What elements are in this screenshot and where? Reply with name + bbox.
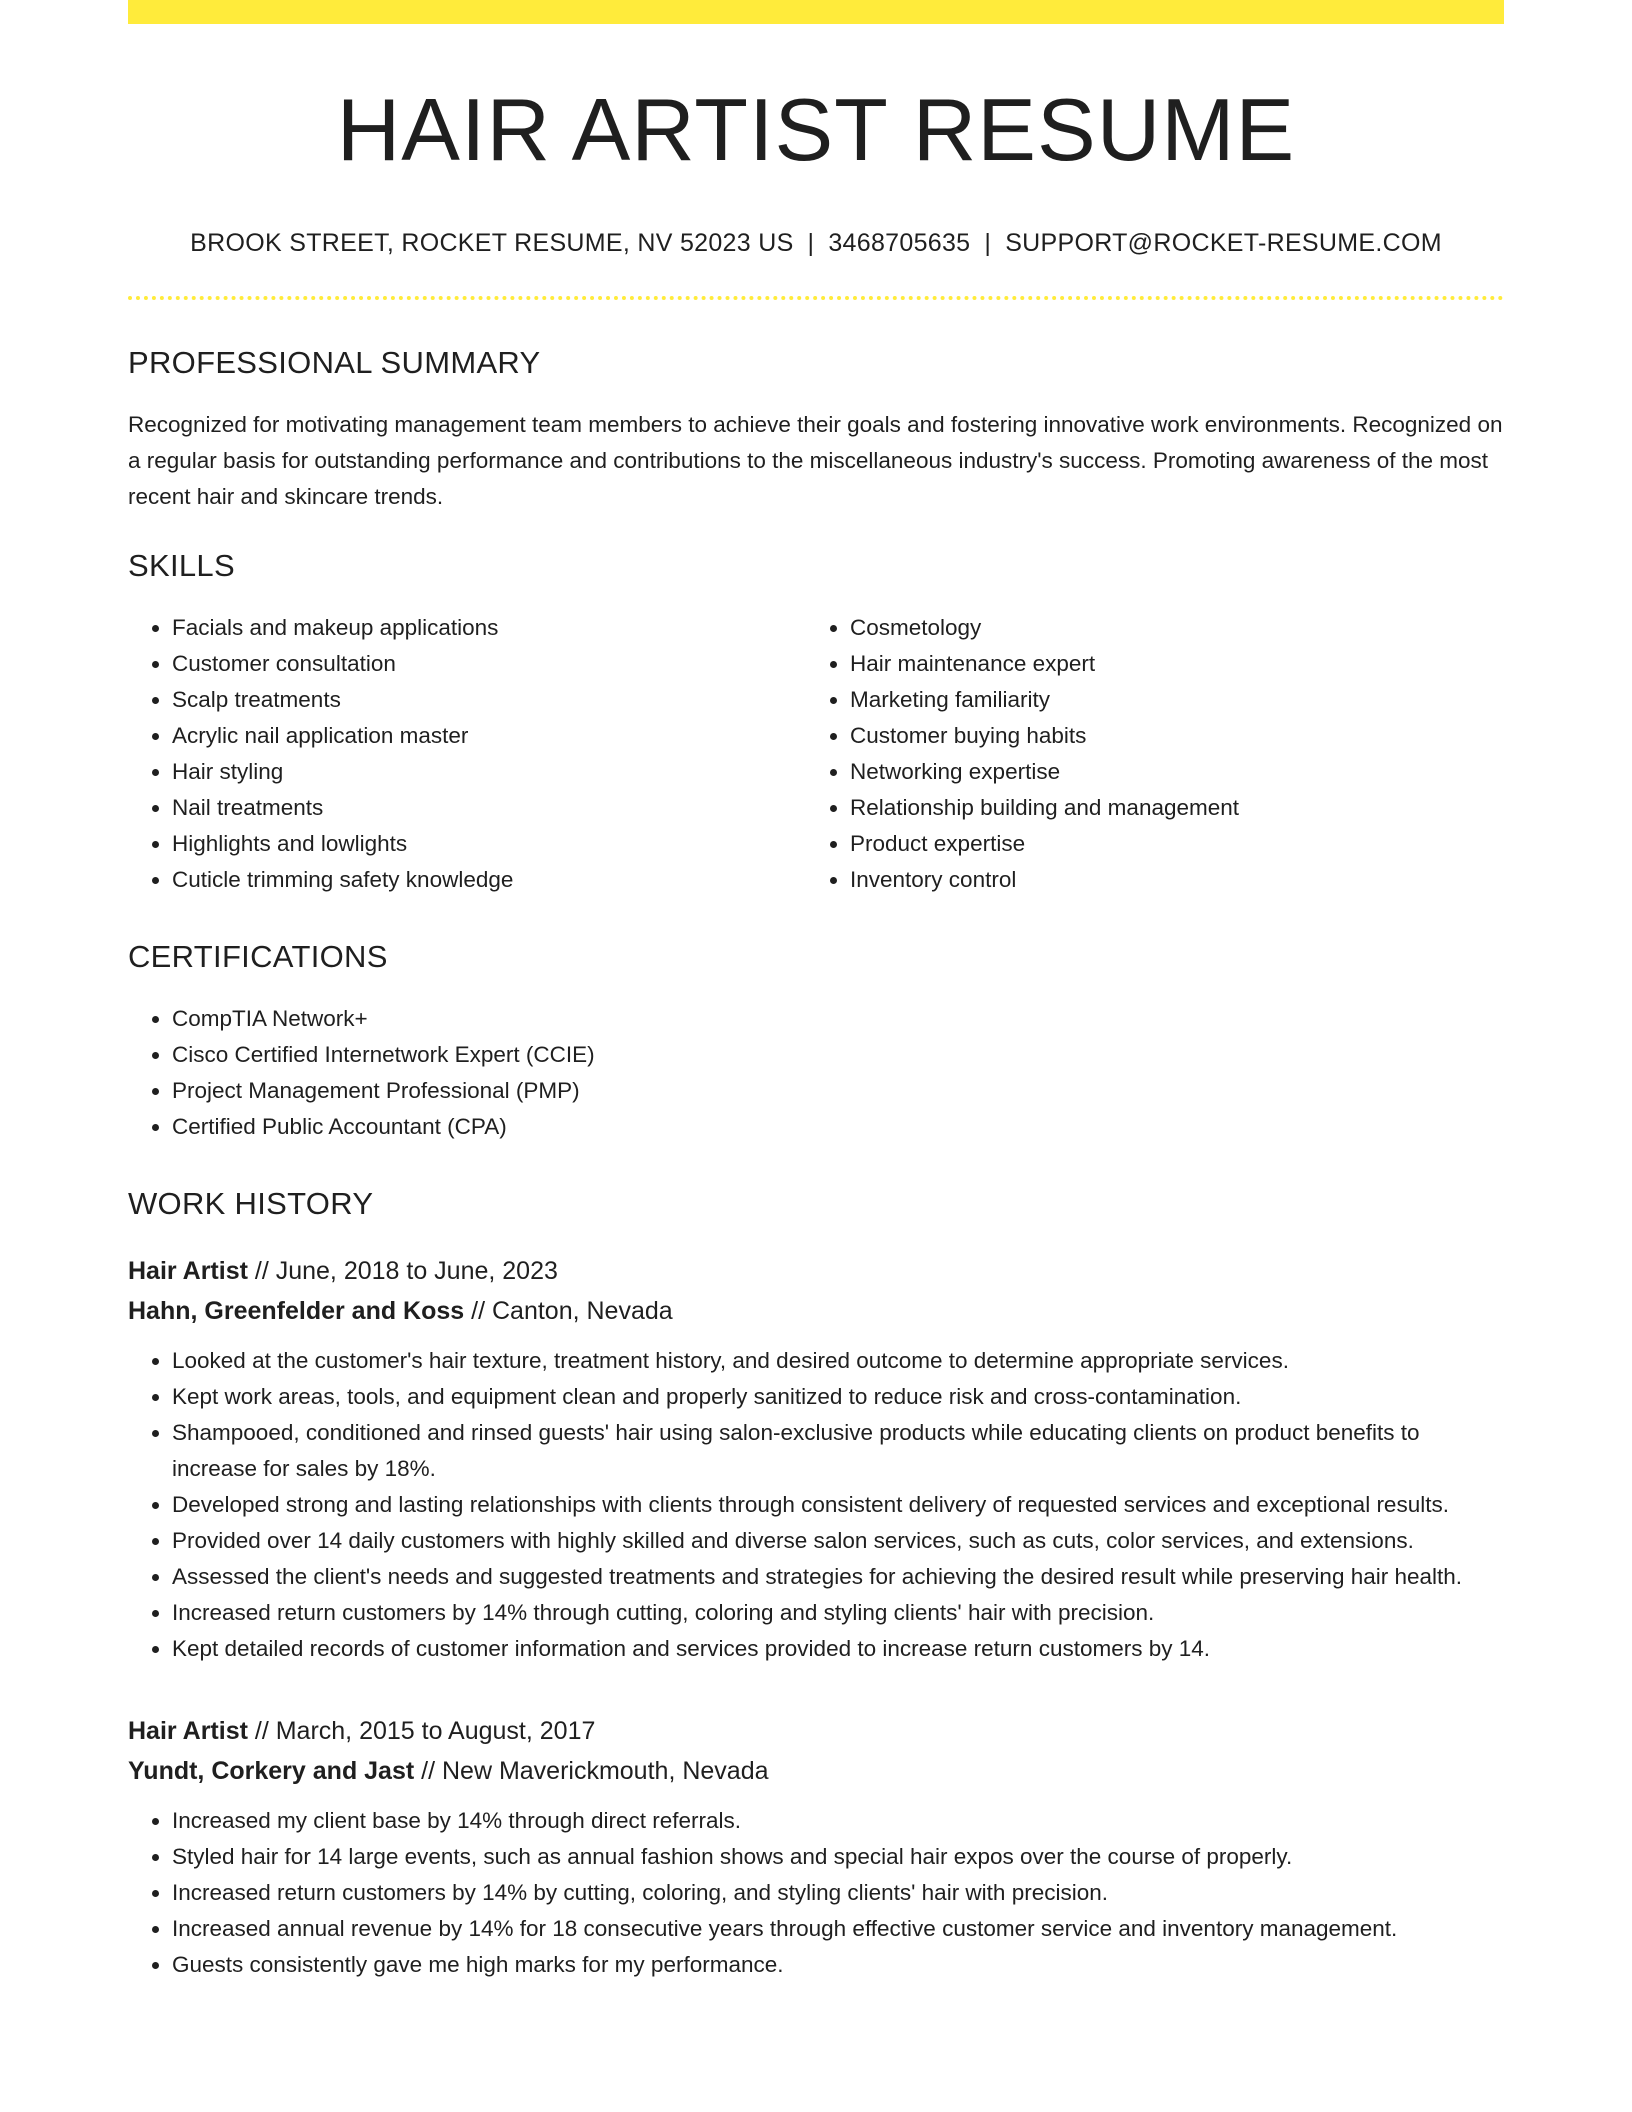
- list-item: • Styled hair for 14 large events, such as annual fashion shows and special hair expos over the course of properly.: [172, 1839, 1504, 1875]
- contact-email: SUPPORT@ROCKET-RESUME.COM: [1005, 228, 1442, 257]
- list-item: • Developed strong and lasting relationships with clients through consistent delivery of requested services and exceptional results.: [172, 1487, 1504, 1523]
- list-item: • Assessed the client's needs and suggested treatments and strategies for achieving the desired result while preserving hair health.: [172, 1559, 1504, 1595]
- list-item: • Kept work areas, tools, and equipment clean and properly sanitized to reduce risk and cross-contamination.: [172, 1379, 1504, 1415]
- job-bullets: [128, 1803, 1504, 1983]
- job-company-line: [128, 1751, 1504, 1791]
- list-item: • Facials and makeup applications: [172, 610, 806, 646]
- list-item: • Increased my client base by 14% through direct referrals.: [172, 1803, 1504, 1839]
- list-item: • Guests consistently gave me high marks for my performance.: [172, 1947, 1504, 1983]
- list-item: • Relationship building and management: [850, 790, 1500, 826]
- job-company: Yundt, Corkery and Jast: [128, 1756, 415, 1785]
- contact-phone: 3468705635: [828, 228, 971, 257]
- list-item: • Looked at the customer's hair texture, treatment history, and desired outcome to determine appropriate services.: [172, 1343, 1504, 1379]
- job-dates: // June, 2018 to June, 2023: [247, 1256, 558, 1285]
- job-location: // Canton, Nevada: [464, 1296, 673, 1325]
- contact-separator: |: [984, 228, 992, 257]
- skills-heading: SKILLS: [128, 547, 235, 583]
- list-item: • Inventory control: [850, 862, 1500, 898]
- job-role-line: [128, 1711, 1504, 1751]
- list-item: • Increased return customers by 14% through cutting, coloring and styling clients' hair with precision.: [172, 1595, 1504, 1631]
- list-item: • Customer buying habits: [850, 718, 1500, 754]
- list-item: • CompTIA Network+: [172, 1001, 1504, 1037]
- list-item: • Scalp treatments: [172, 682, 806, 718]
- list-item: • Cuticle trimming safety knowledge: [172, 862, 806, 898]
- list-item: • Increased return customers by 14% by cutting, coloring, and styling clients' hair with precision.: [172, 1875, 1504, 1911]
- list-item: • Highlights and lowlights: [172, 826, 806, 862]
- job-location: // New Maverickmouth, Nevada: [414, 1756, 769, 1785]
- job-entry: [128, 1711, 1504, 1983]
- list-item: • Networking expertise: [850, 754, 1500, 790]
- skills-list-right: [806, 610, 1500, 898]
- contact-separator: |: [807, 228, 815, 257]
- skills-columns: [128, 610, 1504, 898]
- list-item: • Kept detailed records of customer information and services provided to increase return customers by 14.: [172, 1631, 1504, 1667]
- list-item: • Product expertise: [850, 826, 1500, 862]
- list-item: • Customer consultation: [172, 646, 806, 682]
- list-item: • Provided over 14 daily customers with highly skilled and diverse salon services, such as cuts, color services, and extensions.: [172, 1523, 1504, 1559]
- job-company: Hahn, Greenfelder and Koss: [128, 1296, 465, 1325]
- list-item: • Hair styling: [172, 754, 806, 790]
- list-item: • Shampooed, conditioned and rinsed guests' hair using salon-exclusive products while educating clients on product benefits to increase for sales by 18%.: [172, 1415, 1504, 1487]
- job-role-line: [128, 1251, 1504, 1291]
- job-entry: [128, 1251, 1504, 1667]
- list-item: • Certified Public Accountant (CPA): [172, 1109, 1504, 1145]
- job-role: Hair Artist: [128, 1716, 248, 1745]
- list-item: • Acrylic nail application master: [172, 718, 806, 754]
- summary-heading: PROFESSIONAL SUMMARY: [128, 344, 541, 380]
- contact-line: [128, 229, 1504, 258]
- job-company-line: [128, 1291, 1504, 1331]
- top-accent-bar: [128, 0, 1504, 24]
- list-item: • Marketing familiarity: [850, 682, 1500, 718]
- list-item: • Increased annual revenue by 14% for 18 consecutive years through effective customer service and inventory management.: [172, 1911, 1504, 1947]
- job-role: Hair Artist: [128, 1256, 248, 1285]
- job-dates: // March, 2015 to August, 2017: [247, 1716, 596, 1745]
- job-bullets: [128, 1343, 1504, 1667]
- resume-title: HAIR ARTIST RESUME: [336, 80, 1296, 179]
- certifications-list: [128, 1001, 1504, 1145]
- list-item: • Hair maintenance expert: [850, 646, 1500, 682]
- resume-page: [128, 0, 1504, 1983]
- dotted-divider: [128, 296, 1504, 300]
- list-item: • Cisco Certified Internetwork Expert (CCIE): [172, 1037, 1504, 1073]
- list-item: • Project Management Professional (PMP): [172, 1073, 1504, 1109]
- work-history-heading: WORK HISTORY: [128, 1186, 374, 1222]
- contact-address: BROOK STREET, ROCKET RESUME, NV 52023 US: [190, 228, 794, 257]
- list-item: • Nail treatments: [172, 790, 806, 826]
- certifications-heading: CERTIFICATIONS: [128, 939, 388, 975]
- summary-text: Recognized for motivating management team members to achieve their goals and fostering innovative work environments. Recognized on a regular basis for outstanding performance and contributions to the miscellaneous industry's success. Promoting awareness of the most recent hair and skincare trends.: [128, 411, 1503, 509]
- skills-list-left: [128, 610, 806, 898]
- list-item: • Cosmetology: [850, 610, 1500, 646]
